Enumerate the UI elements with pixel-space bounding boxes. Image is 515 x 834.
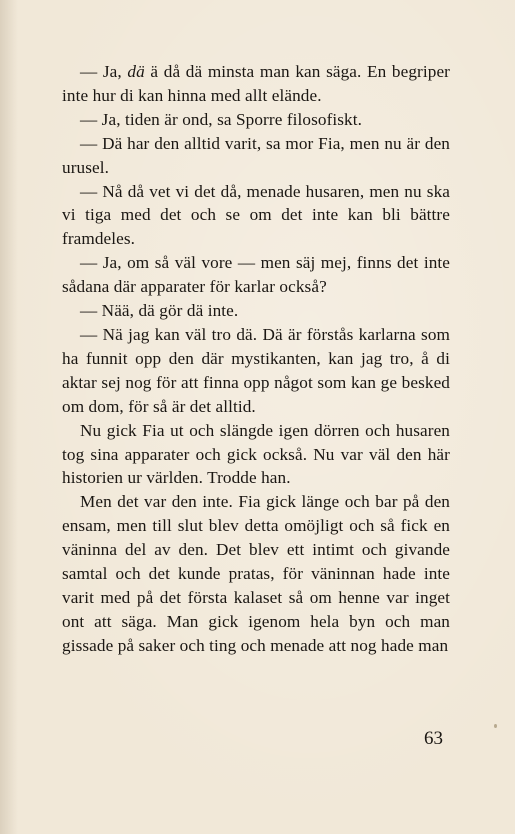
paragraph-3-text: — Dä har den alltid varit, sa mor Fia, men nu är den urusel. xyxy=(62,133,450,177)
paragraph-5 xyxy=(62,251,450,299)
paragraph-4 xyxy=(62,180,450,252)
body-text xyxy=(62,60,450,658)
page-number: 63 xyxy=(424,728,443,749)
paragraph-1-italic-word: dä xyxy=(127,62,145,81)
paragraph-1-segment-1: — Ja, xyxy=(80,62,128,81)
paragraph-3 xyxy=(62,132,450,180)
paragraph-5-text: — Ja, om så väl vore — men säj mej, finns det inte sådana där apparater för karlar också? xyxy=(62,253,450,297)
paragraph-8-text: Nu gick Fia ut och slängde igen dörren och husaren tog sina apparater och gick också. Nu var väl den här historien ur världen. Trodde han. xyxy=(62,420,450,488)
paragraph-4-text: — Nå då vet vi det då, menade husaren, men nu ska vi tiga med det och se om det inte kan bli bättre framdeles. xyxy=(62,181,450,249)
paragraph-2 xyxy=(62,108,450,132)
paragraph-6-text: — Nää, dä gör dä inte. xyxy=(80,301,239,321)
paragraph-7-text: — Nä jag kan väl tro dä. Dä är förstås karlarna som ha funnit opp den där mystikanten, kan jag tro, å di aktar sej nog för att finna opp något som kan ge besked om dom, för så är det alltid. xyxy=(62,324,450,416)
paragraph-6 xyxy=(62,299,450,323)
paragraph-9-text: Men det var den inte. Fia gick länge och bar på den ensam, men till slut blev detta omöjligt och så fick en väninna del av den. Det blev ett intimt och givande samtal och det kunde pratas, för väninnan hade inte varit med på det första kalaset så om henne var inget ont att säga. Man gick igenom hela byn och man gissade på saker och ting och menade att nog hade man xyxy=(62,492,450,655)
paper-speck xyxy=(494,724,497,728)
paragraph-2-text: — Ja, tiden är ond, sa Sporre filosofiskt. xyxy=(80,109,363,129)
paragraph-1 xyxy=(62,60,450,108)
paragraph-9 xyxy=(62,490,450,657)
paragraph-1-segment-3: ä då dä minsta man kan säga. En begriper inte hur di kan hinna med allt elände. xyxy=(62,62,450,105)
paragraph-7 xyxy=(62,323,450,419)
paragraph-8 xyxy=(62,419,450,491)
